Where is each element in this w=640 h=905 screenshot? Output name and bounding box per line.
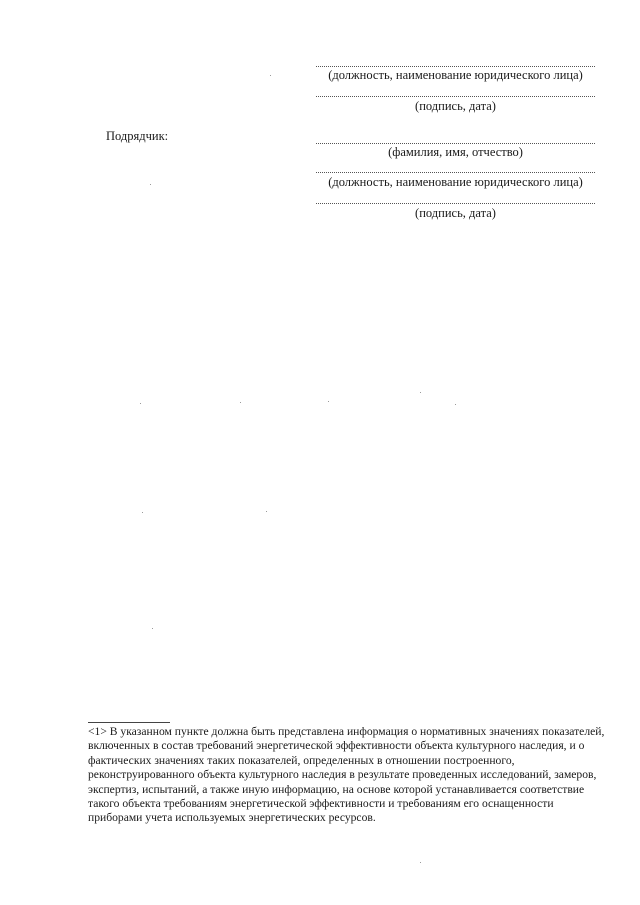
customer-position-line <box>316 66 595 67</box>
scan-speck <box>150 184 151 185</box>
contractor-name-line <box>316 143 595 144</box>
scan-speck <box>140 403 141 404</box>
scan-speck <box>420 862 421 863</box>
scan-speck <box>152 628 153 629</box>
footnote-separator <box>88 722 170 723</box>
contractor-name-caption: (фамилия, имя, отчество) <box>388 145 523 159</box>
footnote-text: <1> В указанном пункте должна быть представлена информация о нормативных значениях показателей, включенных в состав требований энергетической эффективности объекта культурного наследия, и о фактических значениях таких показателей, определенных в отношении построенного, реконструированного объекта культурного наследия в результате проведенных исследований, замеров, экспертиз, испытаний, а также иную информацию, на основе которой устанавливается соответствие такого объекта требованиям энергетической эффективности и требованиям его оснащенности приборами учета используемых энергетических ресурсов. <box>88 725 605 825</box>
contractor-signature-line <box>316 203 595 204</box>
customer-signature-caption: (подпись, дата) <box>415 99 496 113</box>
contractor-position-line <box>316 172 595 173</box>
scan-speck <box>270 75 271 76</box>
scan-speck <box>455 404 456 405</box>
contractor-position-caption: (должность, наименование юридического лица) <box>328 175 583 189</box>
scan-speck <box>240 402 241 403</box>
scan-speck <box>328 401 329 402</box>
scan-speck <box>142 512 143 513</box>
customer-signature-line <box>316 96 595 97</box>
contractor-label: Подрядчик: <box>106 129 169 143</box>
contractor-signature-caption: (подпись, дата) <box>415 206 496 220</box>
scan-speck <box>420 392 421 393</box>
customer-position-caption: (должность, наименование юридического лица) <box>328 68 583 82</box>
scan-speck <box>266 511 267 512</box>
